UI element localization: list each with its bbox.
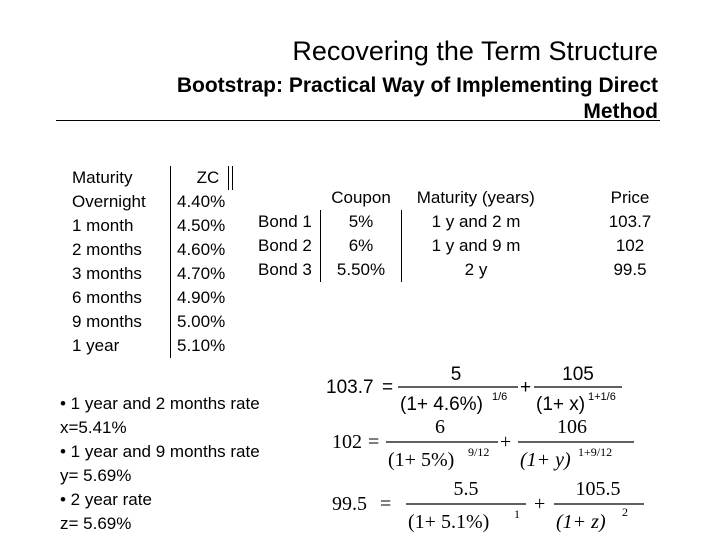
bond-price-cell: 103.7 xyxy=(608,212,652,231)
table-row xyxy=(72,286,239,310)
formula-exponent: 1+1/6 xyxy=(588,391,616,403)
table-row xyxy=(258,234,670,258)
formula-exponent: 9/12 xyxy=(468,445,490,459)
formula-denominator: (1+ 5.1%) xyxy=(408,511,490,533)
bullet-value: y= 5.69% xyxy=(60,466,132,485)
zc-maturity-cell: 2 months xyxy=(72,240,142,259)
zc-maturity-cell: Overnight xyxy=(72,192,146,211)
bond-coupon-cell: 5.50% xyxy=(321,258,402,282)
bond-table-header-row xyxy=(258,186,670,210)
bullet-value: x=5.41% xyxy=(60,418,127,437)
zc-maturity-cell: 1 month xyxy=(72,216,134,235)
table-row xyxy=(258,258,670,282)
formula-denominator: (1+ x) xyxy=(536,394,586,415)
bond-coupon-cell: 5% xyxy=(321,210,402,234)
bond-header-blank xyxy=(258,186,321,210)
zc-rate-cell: 4.90% xyxy=(171,286,240,310)
table-row xyxy=(72,310,239,334)
zc-rate-cell: 4.40% xyxy=(171,190,240,214)
formula-numerator: 5.5 xyxy=(453,478,479,500)
zc-maturity-cell: 6 months xyxy=(72,288,142,307)
bond-table xyxy=(258,186,671,282)
formula-equals: = xyxy=(368,431,380,453)
bullet-value: z= 5.69% xyxy=(60,514,132,533)
bond-maturity-cell: 1 y and 2 m xyxy=(402,210,551,234)
formula-exponent: 1 xyxy=(514,507,520,521)
bond-coupon-cell: 6% xyxy=(321,234,402,258)
formula-lhs: 102 xyxy=(332,431,362,453)
bond-header-price: Price xyxy=(610,188,650,207)
formula-plus: + xyxy=(534,493,546,515)
formula-plus: + xyxy=(500,431,512,453)
bullet-label: • 2 year rate xyxy=(60,490,152,509)
bond-price-cell: 99.5 xyxy=(613,260,647,279)
formula-exponent: 2 xyxy=(622,505,628,519)
bullet-label: • 1 year and 2 months rate xyxy=(60,394,260,413)
formula-lhs: 103.7 xyxy=(326,377,374,398)
zc-rate-cell: 4.70% xyxy=(171,262,240,286)
formula-denominator: (1+ y) xyxy=(520,449,571,471)
zc-rate-cell: 4.60% xyxy=(171,238,240,262)
table-row xyxy=(72,262,239,286)
bond1-pricing-formula xyxy=(322,360,652,420)
table-row xyxy=(258,210,670,234)
bond-maturity-cell: 2 y xyxy=(402,258,551,282)
zc-header-maturity: Maturity xyxy=(72,168,133,187)
title-divider xyxy=(56,120,660,121)
bond-name-cell: Bond 1 xyxy=(258,212,312,231)
zc-rate-cell: 5.10% xyxy=(171,334,240,358)
zc-rate-cell: 5.00% xyxy=(171,310,240,334)
bond-maturity-cell: 1 y and 9 m xyxy=(402,234,551,258)
bond-price-cell: 102 xyxy=(615,236,645,255)
table-row xyxy=(72,334,239,358)
bond-name-cell: Bond 2 xyxy=(258,236,312,255)
formula-exponent: 1/6 xyxy=(492,391,508,403)
formula-lhs: 99.5 xyxy=(332,493,367,515)
formula-plus: + xyxy=(520,377,532,398)
bond3-pricing-formula xyxy=(322,474,652,538)
zc-rate-cell: 4.50% xyxy=(171,214,240,238)
formula-numerator: 106 xyxy=(557,416,587,438)
zc-maturity-cell: 3 months xyxy=(72,264,142,283)
bond-header-coupon: Coupon xyxy=(331,188,391,207)
formula-exponent: 1+9/12 xyxy=(578,445,613,459)
bond-name-cell: Bond 3 xyxy=(258,260,312,279)
formula-equals: = xyxy=(380,493,392,515)
zero-coupon-table xyxy=(72,166,239,358)
formula-numerator: 5 xyxy=(450,364,462,385)
zc-header-border xyxy=(228,166,233,190)
zc-table-header-row xyxy=(72,166,239,190)
table-row xyxy=(72,214,239,238)
formula-numerator: 105 xyxy=(562,364,594,385)
formula-numerator: 105.5 xyxy=(575,478,621,500)
slide-subtitle: Bootstrap: Practical Way of Implementing Direct Method xyxy=(176,74,658,123)
results-list xyxy=(60,392,320,536)
formula-denominator: (1+ z) xyxy=(556,511,606,533)
slide-title: Recovering the Term Structure xyxy=(292,36,658,66)
formula-denominator: (1+ 4.6%) xyxy=(400,394,483,415)
zc-maturity-cell: 9 months xyxy=(72,312,142,331)
table-row xyxy=(72,238,239,262)
formula-numerator: 6 xyxy=(435,416,445,438)
bond-header-maturity: Maturity (years) xyxy=(416,188,535,207)
bullet-label: • 1 year and 9 months rate xyxy=(60,442,260,461)
bond2-pricing-formula xyxy=(322,414,652,476)
zc-maturity-cell: 1 year xyxy=(72,336,120,355)
table-row xyxy=(72,190,239,214)
zc-header-zc: ZC xyxy=(171,166,240,190)
formula-denominator: (1+ 5%) xyxy=(388,449,455,471)
formula-equals: = xyxy=(382,377,394,398)
